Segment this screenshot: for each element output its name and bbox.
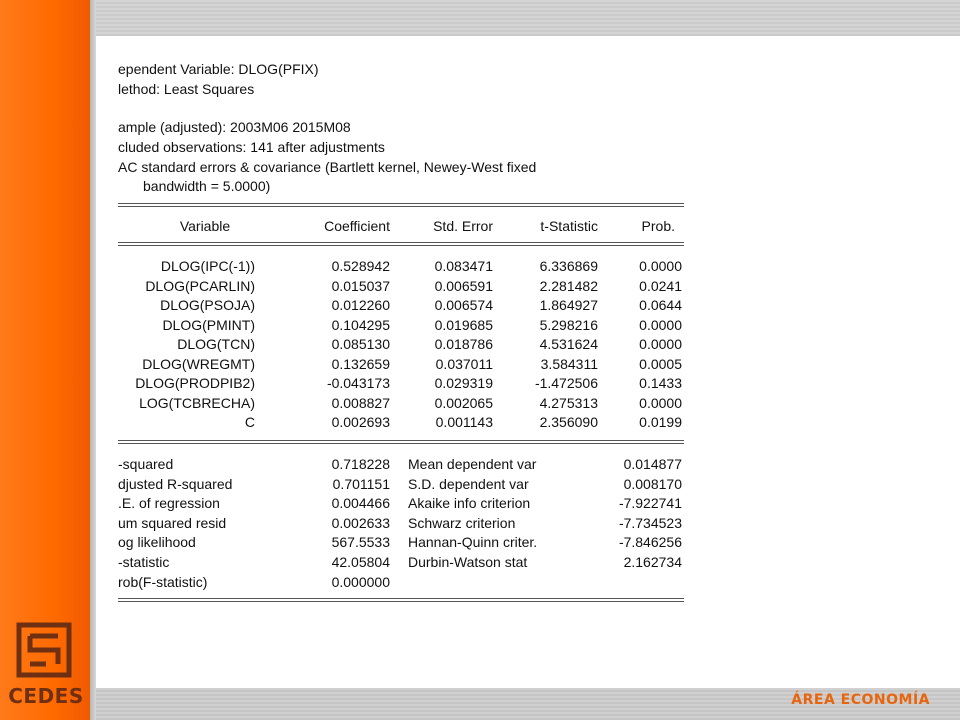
- stat-label: og likelihood: [118, 534, 196, 551]
- cell-coefficient: -0.043173: [326, 375, 390, 391]
- cedes-logo-icon: [16, 622, 72, 678]
- cell-prob: 0.0005: [639, 355, 682, 372]
- stat-label-right: Durbin-Watson stat: [408, 554, 528, 570]
- stat-label-right: Mean dependent var: [408, 456, 537, 472]
- stat-label: -statistic: [118, 554, 170, 570]
- sample-line: ample (adjusted): 2003M06 2015M08: [118, 119, 351, 135]
- cell-t-statistic: 6.336869: [539, 258, 598, 274]
- cell-prob: 0.1433: [639, 375, 682, 391]
- cell-t-statistic: 2.356090: [539, 414, 598, 430]
- stat-label: rob(F-statistic): [118, 573, 208, 590]
- col-coefficient: Coefficient: [324, 218, 390, 234]
- cell-variable: DLOG(PMINT): [162, 316, 255, 333]
- stat-value: 0.718228: [331, 456, 390, 472]
- stats-top-rule: [118, 440, 684, 444]
- cell-prob: 0.0000: [639, 336, 682, 352]
- stat-value-right: -7.922741: [618, 495, 682, 512]
- stat-value: 0.002633: [331, 514, 390, 531]
- stat-label-right: Schwarz criterion: [408, 514, 516, 531]
- cell-variable: DLOG(TCN): [177, 336, 255, 352]
- col-prob: Prob.: [641, 218, 675, 234]
- stat-value-right: -7.734523: [618, 514, 682, 531]
- cell-variable: DLOG(WREGMT): [142, 355, 255, 372]
- cell-variable: DLOG(PRODPIB2): [135, 375, 255, 391]
- cell-std-error: 0.083471: [434, 258, 493, 274]
- cell-t-statistic: 4.531624: [539, 336, 598, 352]
- cell-t-statistic: 2.281482: [539, 277, 598, 294]
- cell-coefficient: 0.008827: [331, 394, 390, 411]
- bandwidth-line: bandwidth = 5.0000): [143, 178, 271, 194]
- cell-coefficient: 0.085130: [331, 336, 390, 352]
- cell-std-error: 0.006574: [434, 297, 493, 313]
- cell-coefficient: 0.104295: [331, 316, 390, 333]
- stat-value-right: -7.846256: [618, 534, 682, 551]
- dependent-variable-line: ependent Variable: DLOG(PFIX): [118, 61, 319, 77]
- cell-std-error: 0.019685: [434, 316, 493, 333]
- cell-prob: 0.0241: [639, 277, 682, 294]
- stat-label-right: Hannan-Quinn criter.: [408, 534, 538, 551]
- cell-prob: 0.0644: [639, 297, 682, 313]
- logo-wordmark: CEDES: [8, 684, 84, 708]
- stat-label: -squared: [118, 456, 174, 472]
- stat-label: um squared resid: [118, 514, 227, 531]
- cell-t-statistic: 4.275313: [539, 394, 598, 411]
- cell-std-error: 0.037011: [435, 355, 493, 372]
- cell-prob: 0.0000: [639, 394, 682, 411]
- cell-prob: 0.0000: [639, 316, 682, 333]
- stat-value-right: 0.008170: [623, 475, 682, 492]
- col-t-statistic: t-Statistic: [540, 218, 598, 234]
- cell-std-error: 0.029319: [434, 375, 493, 391]
- stat-value: 0.000000: [331, 573, 390, 590]
- stat-value: 0.701151: [332, 475, 390, 492]
- stat-value-right: 2.162734: [623, 554, 682, 570]
- stat-label-right: S.D. dependent var: [408, 475, 529, 492]
- top-decor-stripes: [96, 0, 960, 36]
- stat-value: 0.004466: [331, 495, 390, 512]
- cell-prob: 0.0000: [639, 258, 682, 274]
- cell-coefficient: 0.002693: [331, 414, 390, 430]
- cell-std-error: 0.018786: [434, 336, 493, 352]
- cell-variable: C: [244, 414, 255, 430]
- stat-value: 567.5533: [331, 534, 390, 551]
- cell-coefficient: 0.528942: [331, 258, 390, 274]
- stat-label: .E. of regression: [118, 495, 220, 512]
- cell-std-error: 0.001143: [435, 414, 493, 430]
- cell-t-statistic: 5.298216: [539, 316, 598, 333]
- cell-coefficient: 0.015037: [331, 277, 390, 294]
- cell-variable: DLOG(PCARLIN): [145, 277, 255, 294]
- cell-variable: LOG(TCBRECHA): [139, 394, 255, 411]
- stat-label-right: Akaike info criterion: [408, 495, 531, 512]
- observations-line: cluded observations: 141 after adjustments: [118, 139, 385, 155]
- area-economia-label: ÁREA ECONOMÍA: [791, 692, 930, 708]
- cell-t-statistic: 3.584311: [540, 355, 598, 372]
- stat-value-right: 0.014877: [623, 456, 682, 472]
- cell-variable: DLOG(PSOJA): [160, 297, 255, 313]
- stat-label: djusted R-squared: [118, 475, 233, 492]
- cell-coefficient: 0.012260: [331, 297, 390, 313]
- cell-prob: 0.0199: [639, 414, 682, 430]
- cell-std-error: 0.006591: [434, 277, 493, 294]
- cell-coefficient: 0.132659: [331, 355, 390, 372]
- left-orange-band: [0, 0, 90, 720]
- method-line: lethod: Least Squares: [118, 81, 255, 97]
- hac-line: AC standard errors & covariance (Bartlett kernel, Newey-West fixed: [118, 159, 537, 175]
- col-std-error: Std. Error: [433, 218, 493, 234]
- cell-variable: DLOG(IPC(-1)): [160, 258, 255, 274]
- table-bottom-rule: [118, 598, 684, 602]
- header-rule: [118, 242, 684, 246]
- table-top-rule: [118, 203, 684, 207]
- cell-std-error: 0.002065: [434, 394, 493, 411]
- stat-value: 42.05804: [331, 554, 390, 570]
- col-variable: Variable: [179, 218, 231, 234]
- cell-t-statistic: -1.472506: [534, 375, 598, 391]
- cell-t-statistic: 1.864927: [539, 297, 598, 313]
